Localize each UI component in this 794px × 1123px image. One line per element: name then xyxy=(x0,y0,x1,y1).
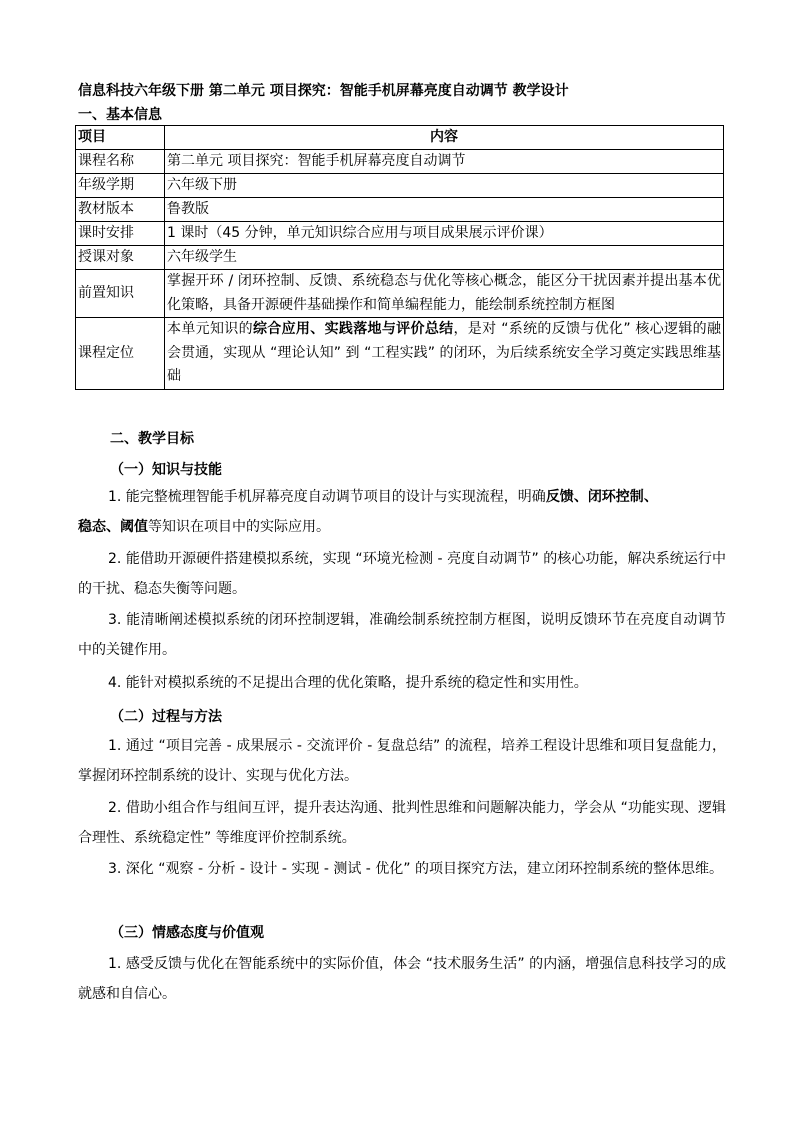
row-label: 课程定位 xyxy=(76,318,165,390)
goal-paragraph: 2. 能借助开源硬件搭建模拟系统，实现 “环境光检测 - 亮度自动调节” 的核心功能，解决系统运行中的干扰、稳态失衡等问题。 xyxy=(78,551,726,597)
row-value xyxy=(165,318,724,390)
text-span: 本单元知识的 xyxy=(167,321,253,337)
subsection-heading-process: （二）过程与方法 xyxy=(110,709,222,725)
table-header-content: 内容 xyxy=(165,126,724,150)
bold-text: 反馈 xyxy=(545,489,574,505)
goal-paragraph: 4. 能针对模拟系统的不足提出合理的优化策略，提升系统的稳定性和实用性。 xyxy=(108,675,588,691)
row-label: 课时安排 xyxy=(76,222,165,246)
bold-text: 实践落地与评价总结 xyxy=(324,321,454,337)
table-row xyxy=(76,246,724,270)
table-header-row xyxy=(76,126,724,150)
goal-paragraph: 1. 感受反馈与优化在智能系统中的实际价值，体会 “技术服务生活” 的内涵，增强信息科技学习的成就感和自信心。 xyxy=(78,956,726,1002)
table-row xyxy=(76,198,724,222)
bold-text: 综合应用 xyxy=(252,321,311,337)
basic-info-table xyxy=(75,125,724,390)
row-value: 掌握开环 / 闭环控制、反馈、系统稳态与优化等核心概念，能区分干扰因素并提出基本优化策略，具备开源硬件基础操作和简单编程能力，能绘制系统控制方框图 xyxy=(165,270,724,318)
goal-paragraph xyxy=(78,482,726,542)
goal-paragraph: 2. 借助小组合作与组间互评，提升表达沟通、批判性思维和问题解决能力，学会从 “功能实现、逻辑合理性、系统稳定性” 等维度评价控制系统。 xyxy=(78,800,726,846)
row-label: 课程名称 xyxy=(76,150,165,174)
bold-text: 、 xyxy=(643,489,658,505)
bold-text: 、 xyxy=(106,519,120,535)
row-label: 年级学期 xyxy=(76,174,165,198)
goal-paragraph: 1. 通过 “项目完善 - 成果展示 - 交流评价 - 复盘总结” 的流程，培养工程设计思维和项目复盘能力，掌握闭环控制系统的设计、实现与优化方法。 xyxy=(78,738,726,784)
section-heading-teaching-goals: 二、教学目标 xyxy=(110,431,194,447)
table-row xyxy=(76,222,724,246)
row-value: 六年级下册 xyxy=(165,174,724,198)
bold-text: 、 xyxy=(310,321,325,337)
table-row xyxy=(76,318,724,390)
row-value: 六年级学生 xyxy=(165,246,724,270)
text-span: ，是对 “系统的反馈与优化” 核心逻辑的融会贯通，实现从 “理论认知” 到 “工程实践” 的闭环，为后续系统安全学习奠定实践思维基础 xyxy=(167,321,722,384)
row-label: 授课对象 xyxy=(76,246,165,270)
table-row xyxy=(76,270,724,318)
document-title: 信息科技六年级下册 第二单元 项目探究：智能手机屏幕亮度自动调节 教学设计 xyxy=(78,83,569,99)
table-header-item: 项目 xyxy=(76,126,165,150)
row-value: 1 课时（45 分钟，单元知识综合应用与项目成果展示评价课） xyxy=(165,222,724,246)
table-row xyxy=(76,150,724,174)
section-heading-basic-info: 一、基本信息 xyxy=(78,107,162,123)
goal-paragraph: 3. 能清晰阐述模拟系统的闭环控制逻辑，准确绘制系统控制方框图，说明反馈环节在亮度自动调节中的关键作用。 xyxy=(78,612,726,658)
row-label: 前置知识 xyxy=(76,270,165,318)
subsection-heading-knowledge: （一）知识与技能 xyxy=(110,462,222,478)
goal-paragraph: 3. 深化 “观察 - 分析 - 设计 - 实现 - 测试 - 优化” 的项目探究方法，建立闭环控制系统的整体思维。 xyxy=(108,861,723,877)
table-row xyxy=(76,174,724,198)
row-value: 鲁教版 xyxy=(165,198,724,222)
row-label: 教材版本 xyxy=(76,198,165,222)
text-span: 1. 能完整梳理智能手机屏幕亮度自动调节项目的设计与实现流程，明确 xyxy=(108,489,546,505)
bold-text: 阈值 xyxy=(120,519,148,535)
bold-text: 闭环控制 xyxy=(587,489,644,505)
bold-text: 稳态 xyxy=(78,519,106,535)
row-value: 第二单元 项目探究：智能手机屏幕亮度自动调节 xyxy=(165,150,724,174)
subsection-heading-attitude: （三）情感态度与价值观 xyxy=(110,925,264,941)
text-span: 等知识在项目中的实际应用。 xyxy=(148,519,330,535)
bold-text: 、 xyxy=(573,489,588,505)
